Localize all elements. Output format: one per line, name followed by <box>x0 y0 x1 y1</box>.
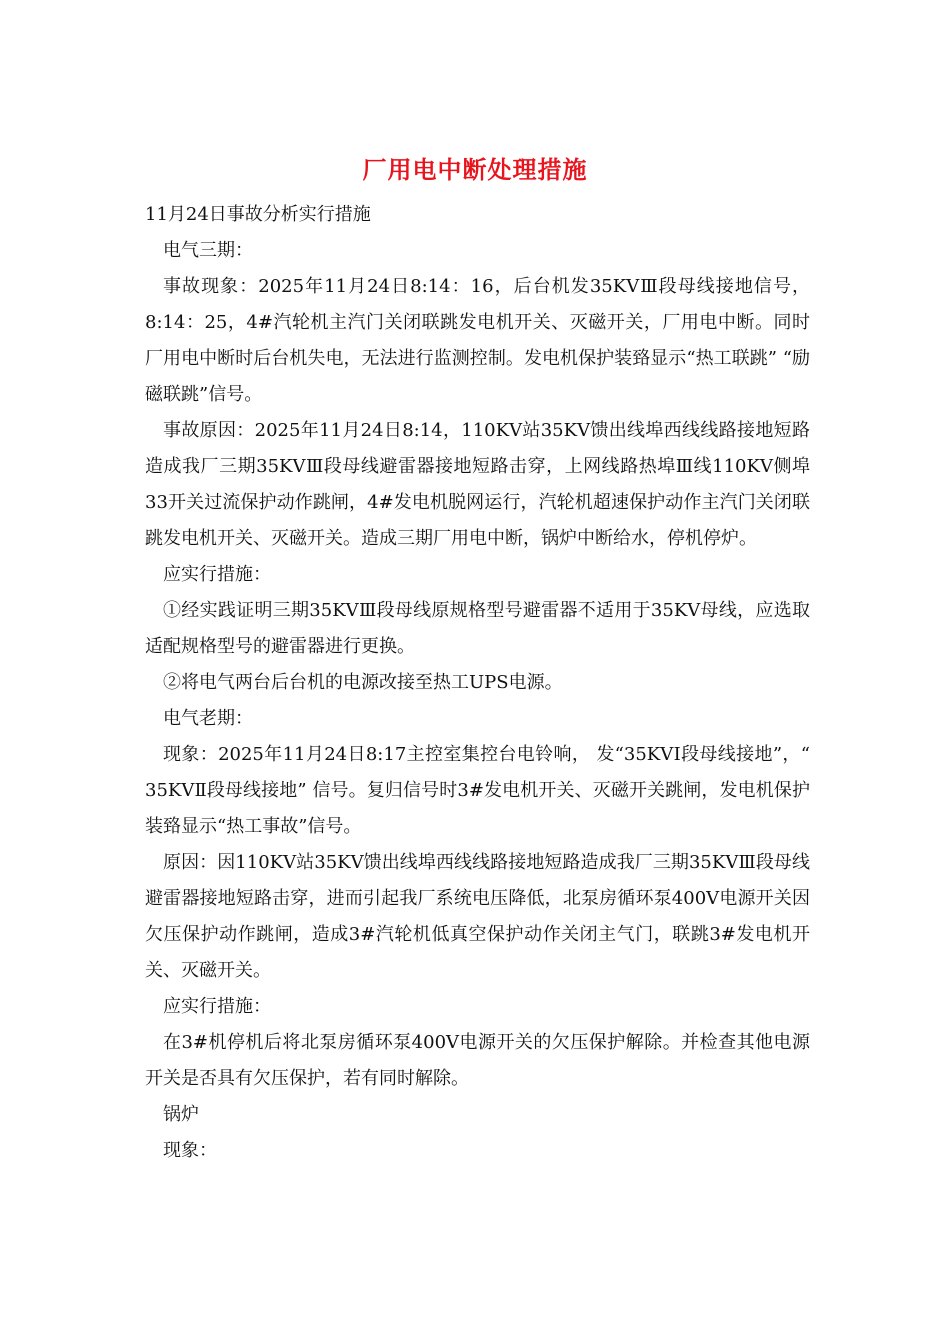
document-title: 厂用电中断处理措施 <box>362 155 588 184</box>
subsection-heading: 电气老期： <box>163 708 253 729</box>
paragraph: 在3#机停机后将北泵房循环泵400V电源开关的欠压保护解除。并检查其他电源开关是否具有欠压保护，若有同时解除。 <box>145 1032 810 1089</box>
paragraph: 事故原因：2025年11月24日8:14，110KV站35KV馈出线埠西线线路接地短路造成我厂三期35KVⅢ段母线避雷器接地短路击穿，上网线路热埠Ⅲ线110KV侧埠33开关过流保护动作跳闸，4#发电机脱网运行，汽轮机超速保护动作主汽门关闭联跳发电机开关、灭磁开关。造成三期厂用电中断，锅炉中断给水，停机停炉。 <box>145 420 810 549</box>
list-item: ②将电气两台后台机的电源改接至热工UPS电源。 <box>163 672 563 693</box>
paragraph: 原因：因110KV站35KV馈出线埠西线线路接地短路造成我厂三期35KVⅢ段母线避雷器接地短路击穿，进而引起我厂系统电压降低，北泵房循环泵400V电源开关因欠压保护动作跳闸，造成3#汽轮机低真空保护动作关闭主气门，联跳3#发电机开关、灭磁开关。 <box>145 852 810 981</box>
subsection-heading: 应实行措施： <box>163 564 271 585</box>
paragraph: 事故现象：2025年11月24日8:14：16，后台机发35KVⅢ段母线接地信号，8:14：25，4#汽轮机主汽门关闭联跳发电机开关、灭磁开关，厂用电中断。同时厂用电中断时后台机失电，无法进行监测控制。发电机保护装臵显示“热工联跳” “励磁联跳”信号。 <box>145 276 810 405</box>
subsection-heading: 现象： <box>163 1140 217 1161</box>
subsection-heading: 应实行措施： <box>163 996 271 1017</box>
section-heading: 11月24日事故分析实行措施 <box>145 204 371 225</box>
subsection-heading: 电气三期： <box>163 240 253 261</box>
paragraph: 现象：2025年11月24日8:17主控室集控台电铃响， 发“35KVⅠ段母线接地”，“ 35KVⅡ段母线接地” 信号。复归信号时3#发电机开关、灭磁开关跳闸，发电机保护装臵显示“热工事故”信号。 <box>145 744 810 837</box>
document-body <box>145 197 810 1169</box>
subsection-heading: 锅炉 <box>163 1104 199 1125</box>
list-item: ①经实践证明三期35KVⅢ段母线原规格型号避雷器不适用于35KV母线，应选取适配规格型号的避雷器进行更换。 <box>145 600 810 657</box>
